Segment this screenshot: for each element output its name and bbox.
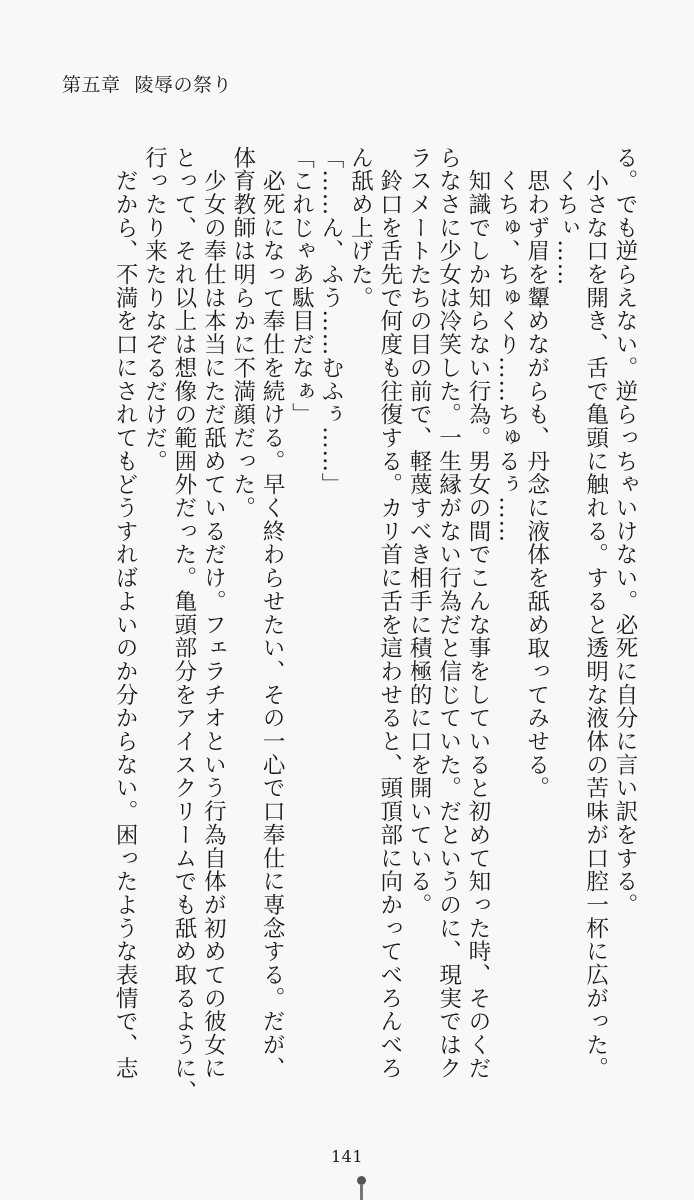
text-line: 小さな口を開き、舌で亀頭に触れる。すると透明な液体の苦味が口腔一杯に広がった。 [582,146,609,1080]
text-line: 体育教師は明らかに不満顔だった。 [229,146,256,520]
chapter-title: 陵辱の祭り [134,74,233,96]
text-line: 必死になって奉仕を続ける。早く終わらせたい、その一心で口奉仕に専念する。だが、 [259,146,286,1080]
text-line: 鈴口を舌先で何度も往復する。カリ首に舌を這わせると、頭頂部に向かってべろんべろ [376,146,403,1080]
text-line: 少女の奉仕は本当にただ舐めているだけ。フェラチオという行為自体が初めての彼女に [200,146,227,1080]
page-number: 141 [330,1147,364,1166]
text-line: らなさに少女は冷笑した。一生縁がない行為だと信じていた。だというのに、現実ではク [435,146,462,1080]
text-line: 行ったり来たりなぞるだけだ。 [141,146,168,473]
text-line: 知識でしか知らない行為。男女の間でこんな事をしていると初めて知った時、そのくだ [464,146,491,1080]
page-marker-line [360,1184,363,1200]
text-line: 「これじゃあ駄目だなぁ」 [288,146,315,427]
body-text [110,146,639,1104]
text-line: 思わず眉を顰めながらも、丹念に液体を舐め取ってみせる。 [523,146,550,800]
chapter-number: 第五章 [62,74,121,96]
text-line: る。でも逆らえない。逆らっちゃいけない。必死に自分に言い訳をする。 [612,146,638,917]
text-line: だから、不満を口にされてもどうすればよいのか分からない。困ったような表情で、志 [112,146,139,1080]
text-line: くちぃ…… [553,146,580,287]
text-line: ん舐め上げた。 [347,146,374,310]
text-line: 「……ん、ふう……むふぅ……」 [317,146,344,497]
chapter-header [62,70,232,97]
text-line: とって、それ以上は想像の範囲外だった。亀頭部分をアイスクリームでも舐め取るように、 [170,146,197,1104]
text-line: くちゅ、ちゅくり……ちゅるぅ…… [494,146,521,543]
text-line: ラスメートたちの目の前で、軽蔑すべき相手に積極的に口を開いている。 [406,146,433,917]
